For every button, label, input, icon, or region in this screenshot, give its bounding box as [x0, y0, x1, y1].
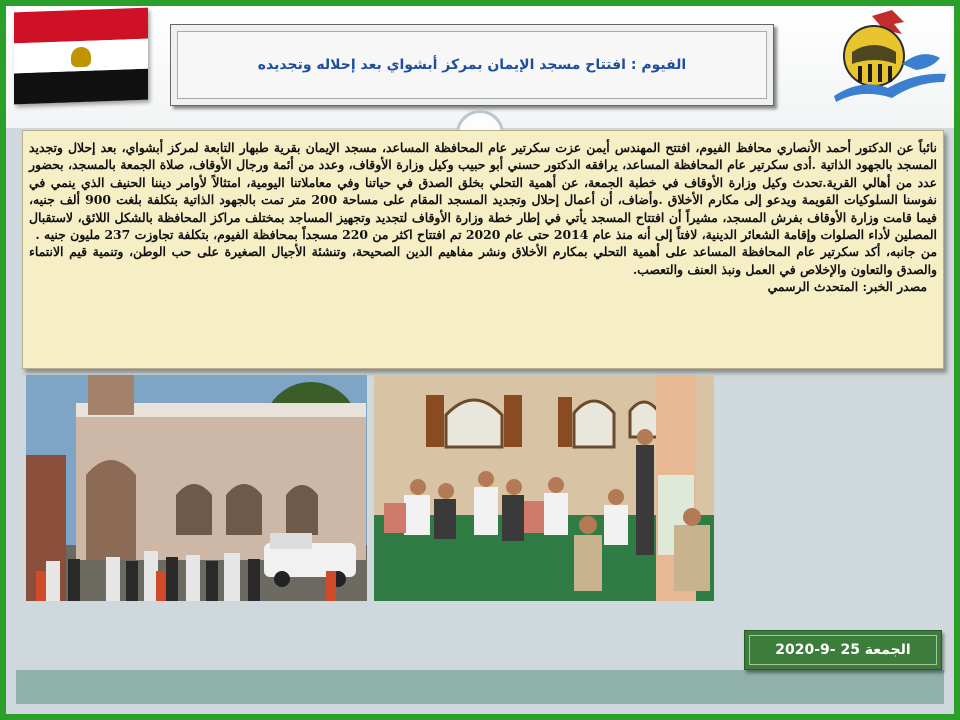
mosque-interior-photo: [374, 375, 714, 601]
news-source: مصدر الخبر: المتحدث الرسمي: [767, 279, 927, 295]
article-paragraph: من جانبه، أكد سكرتير عام المحافظة المساعد على أهمية التحلي بمكارم الأخلاق ونشر مفاهيم الدين الصحيحة، وتنشئة الأجيال الصغيرة على حب الوطن، وتنمية قيم الانتماء والصدق والتعاون والإخلاص في العمل ونبذ العنف والتعصب.: [29, 244, 937, 277]
flag-red-stripe: [14, 8, 148, 43]
article-paragraph: نائباً عن الدكتور أحمد الأنصاري محافظ الفيوم، افتتح المهندس أيمن عزت سكرتير عام المحافظة المساعد، مسجد الإيمان بقرية طبهار التابعة لمركز أبشواي، بعد إحلال وتجديد المسجد بالجهود الذاتية .أدى سكرتير عام المحافظة المساعد، يرافقه الدكتور حسني أبو حبيب وكيل وزارة الأوقاف، وعدد من أئمة ورجال الأوقاف، صلاة الجمعة بالمسجد، بحضور عدد من أهالي القرية.تحدث وكيل وزارة الأوقاف في خطبة الجمعة، عن أهمية التحلي بخلق الصدق في حياتنا وفي معاملاتنا اليومية، امتثالاً لأوامر ديننا الحنيف الذي ينمي في نفوسنا السلوكيات القويمة ويدعو إلى مكارم الأخلاق .وأضاف، أن أعمال إحلال وتجديد المسجد المقام على مساحة 200 متر تمت بالجهود الذاتية بتكلفة بلغت 900 ألف جنيه، فيما قامت وزارة الأوقاف بفرش المسجد، مشيراً أن افتتاح المسجد يأتي في إطار خطة وزارة الأوقاف لتجديد وتجهيز المساجد بمختلف مراكز المحافظة بالشكل اللائق، لاستقبال المصلين لأداء الصلوات وإقامة الشعائر الدينية، لافتاً إلى أنه منذ عام 2014 حتى عام 2020 تم افتتاح اكثر من 220 مسجداً بمحافظة الفيوم، بتكلفة تجاوزت 237 مليون جنيه .: [29, 140, 937, 243]
news-article-text: [29, 139, 937, 296]
mosque-exterior-photo: [26, 375, 367, 601]
news-article-box: [22, 130, 944, 369]
publish-date: الجمعة 25 -9-2020: [775, 642, 911, 658]
fayoum-governorate-logo: [832, 8, 948, 104]
flag-eagle-icon: [71, 46, 91, 67]
date-badge: [744, 630, 942, 670]
egypt-flag-image: [14, 8, 148, 105]
page-title: الفيوم : افتتاح مسجد الإيمان بمركز أبشواي بعد إحلاله وتجديده: [257, 57, 687, 73]
flag-white-stripe: [14, 38, 148, 73]
footer-band: [16, 670, 944, 704]
logo-emblem-icon: [832, 8, 948, 104]
headline-box: [170, 24, 774, 106]
flag-black-stripe: [14, 69, 148, 104]
